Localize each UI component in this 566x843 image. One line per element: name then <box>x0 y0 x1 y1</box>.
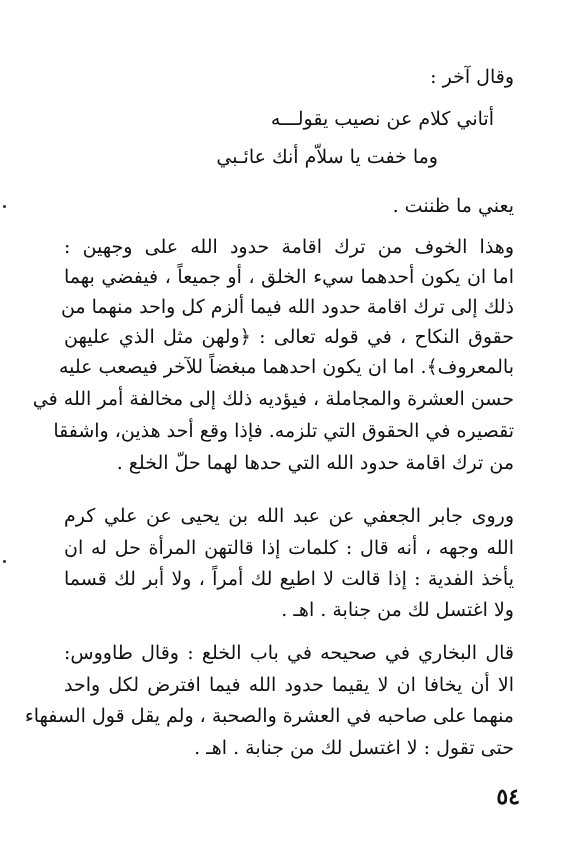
text-line: تقصيره في الحقوق التي تلزمه. فإذا وقع أحد هذين، واشفقا <box>53 420 514 442</box>
scan-speck <box>3 560 6 563</box>
verse-explanation: يعني ما ظننت . <box>392 195 514 217</box>
section-heading: وقال آخر : <box>430 66 514 88</box>
text-line: قال البخاري في صحيحه في باب الخلع : وقال طاووس: <box>64 642 514 664</box>
text-line: حتى تقول : لا اغتسل لك من جنابة . اهـ . <box>194 737 514 759</box>
scan-speck <box>3 205 6 208</box>
text-line: بالمعروف﴾. اما ان يكون احدهما مبغضاً للآخر فيصعب عليه <box>58 356 514 378</box>
text-line: وروى جابر الجعفي عن عبد الله بن يحيى عن علي كرم <box>64 505 514 527</box>
verse-line-1: أتاني كلام عن نصيب يقولـــه <box>270 108 494 130</box>
text-line: منهما على صاحبه في العشرة والصحبة ، ولم يقل قول السفهاء <box>24 705 514 727</box>
verse-line-2: وما خفت يا سلاّم أنك عائـبي <box>216 146 438 168</box>
text-line: من ترك اقامة حدود الله التي حدها لهما حلّ الخلع . <box>116 452 514 474</box>
page-number: ٥٤ <box>496 784 520 810</box>
text-line: يأخذ الفدية : إذا قالت لا اطيع لك أمراً ، ولا أبر لك قسما <box>64 568 514 590</box>
text-line: ذلك إلى ترك اقامة حدود الله فيما ألزم كل واحد منهما من <box>60 296 514 318</box>
text-line: وهذا الخوف من ترك اقامة حدود الله على وجهين : <box>64 236 514 258</box>
text-line: الله وجهه ، أنه قال : كلمات إذا قالتهن المرأة حل له ان <box>64 537 514 559</box>
text-line: ولا اغتسل لك من جنابة . اهـ . <box>281 599 514 621</box>
text-line: اما ان يكون أحدهما سيء الخلق ، أو جميعاً ، فيفضي بهما <box>64 266 514 288</box>
text-line: الا أن يخافا ان لا يقيما حدود الله فيما افترض لكل واحد <box>64 674 514 696</box>
text-line: حسن العشرة والمجاملة ، فيؤديه ذلك إلى مخالفة أمر الله في <box>32 388 514 410</box>
text-line: حقوق النكاح ، في قوله تعالى : ﴿ولهن مثل الذي عليهن <box>64 326 514 348</box>
